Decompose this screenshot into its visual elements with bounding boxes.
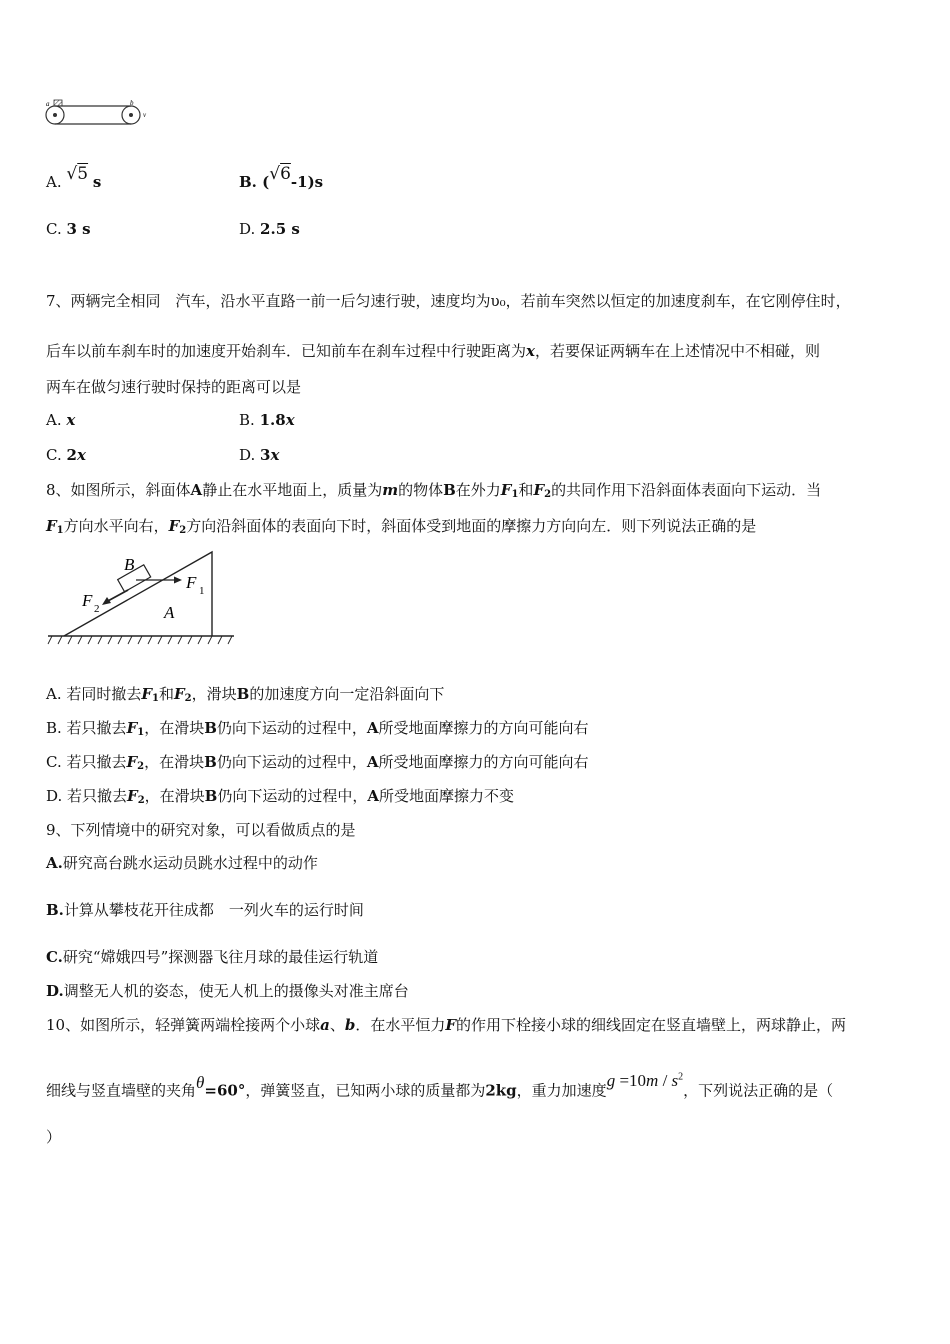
fig-label-f1-sub: 1 (199, 585, 205, 597)
g-formula: $g =10m / s^2$ (606, 1070, 684, 1090)
q8-stem-line2: $F_1$方向水平向右，$F_2$方向沿斜面体的表面向下时，斜面体受到地面的摩擦力方向向左．则下列说法正确的是 (46, 517, 757, 536)
fig-label-f1: F (186, 573, 197, 592)
q9-stem: 9、下列情境中的研究对象，可以看做质点的是 (46, 821, 356, 839)
q7-option-c[interactable]: C. 2x (46, 446, 86, 464)
fig-label-f2: F (82, 591, 93, 610)
conveyor-belt-figure (44, 98, 154, 130)
q10-stem-line3: ） (46, 1128, 62, 1146)
q7-option-b[interactable]: B. 1.8x (239, 411, 295, 429)
incline-figure (44, 550, 244, 650)
belt-label-v: v (143, 111, 147, 119)
q7-option-a[interactable]: A. x (46, 411, 76, 429)
q7-option-d[interactable]: D. 3x (239, 446, 280, 464)
theta-symbol: θ (196, 1072, 205, 1092)
q6-option-a[interactable]: A. √5 s (46, 164, 102, 191)
q9-option-d[interactable]: D.调整无人机的姿态，使无人机上的摄像头对准主席台 (46, 982, 409, 1000)
q8-stem-line1: 8、如图所示，斜面体A静止在水平地面上，质量为m的物体B在外力$F_1$和$F_2$的共同作用下沿斜面体表面向下运动．当 (46, 481, 822, 500)
q8-option-b[interactable]: B. 若只撤去$F_1$，在滑块B仍向下运动的过程中，A所受地面摩擦力的方向可能向右 (46, 719, 589, 738)
q8-option-a[interactable]: A. 若同时撤去$F_1$和$F_2$，滑块B的加速度方向一定沿斜面向下 (46, 685, 445, 704)
sqrt-symbol: √5 (66, 164, 89, 184)
q7-stem-line1: 7、两辆完全相同 汽车，沿水平直路一前一后匀速行驶，速度均为υ₀，若前车突然以恒定的加速度刹车，在它刚停住时， (46, 292, 851, 310)
q8-option-c[interactable]: C. 若只撤去$F_2$，在滑块B仍向下运动的过程中，A所受地面摩擦力的方向可能向右 (46, 753, 589, 772)
q10-stem-line1: 10、如图所示，轻弹簧两端栓接两个小球a、b．在水平恒力F的作用下栓接小球的细线固定在竖直墙壁上，两球静止，两 (46, 1016, 847, 1034)
q9-option-b[interactable]: B.计算从攀枝花开往成都 一列火车的运行时间 (46, 901, 364, 919)
q9-option-c[interactable]: C.研究“嫦娥四号”探测器飞往月球的最佳运行轨道 (46, 948, 379, 966)
q6-option-c[interactable]: C. 3 s (46, 220, 91, 238)
q6-option-d[interactable]: D. 2.5 s (239, 220, 300, 238)
fig-label-f2-sub: 2 (94, 603, 100, 615)
q6-option-b[interactable]: B. (√6-1)s (239, 164, 324, 191)
sqrt-symbol: √6 (269, 164, 291, 184)
belt-label-a: a (46, 100, 50, 108)
q7-stem-line2: 后车以前车刹车时的加速度开始刹车．已知前车在刹车过程中行驶距离为x，若要保证两辆车在上述情况中不相碰，则 (46, 342, 820, 360)
q8-option-d[interactable]: D. 若只撤去$F_2$，在滑块B仍向下运动的过程中，A所受地面摩擦力不变 (46, 787, 515, 806)
q10-stem-line2: 细线与竖直墙壁的夹角θ=60°，弹簧竖直，已知两小球的质量都为2kg，重力加速度$g =10m / s^2$，下列说法正确的是（ (46, 1070, 834, 1100)
q7-stem-line3: 两车在做匀速行驶时保持的距离可以是 (46, 378, 302, 396)
belt-label-b: b (130, 99, 134, 107)
q9-option-a[interactable]: A.研究高台跳水运动员跳水过程中的动作 (46, 854, 318, 872)
fig-label-b: B (124, 555, 135, 574)
fig-label-a: A (164, 603, 175, 622)
